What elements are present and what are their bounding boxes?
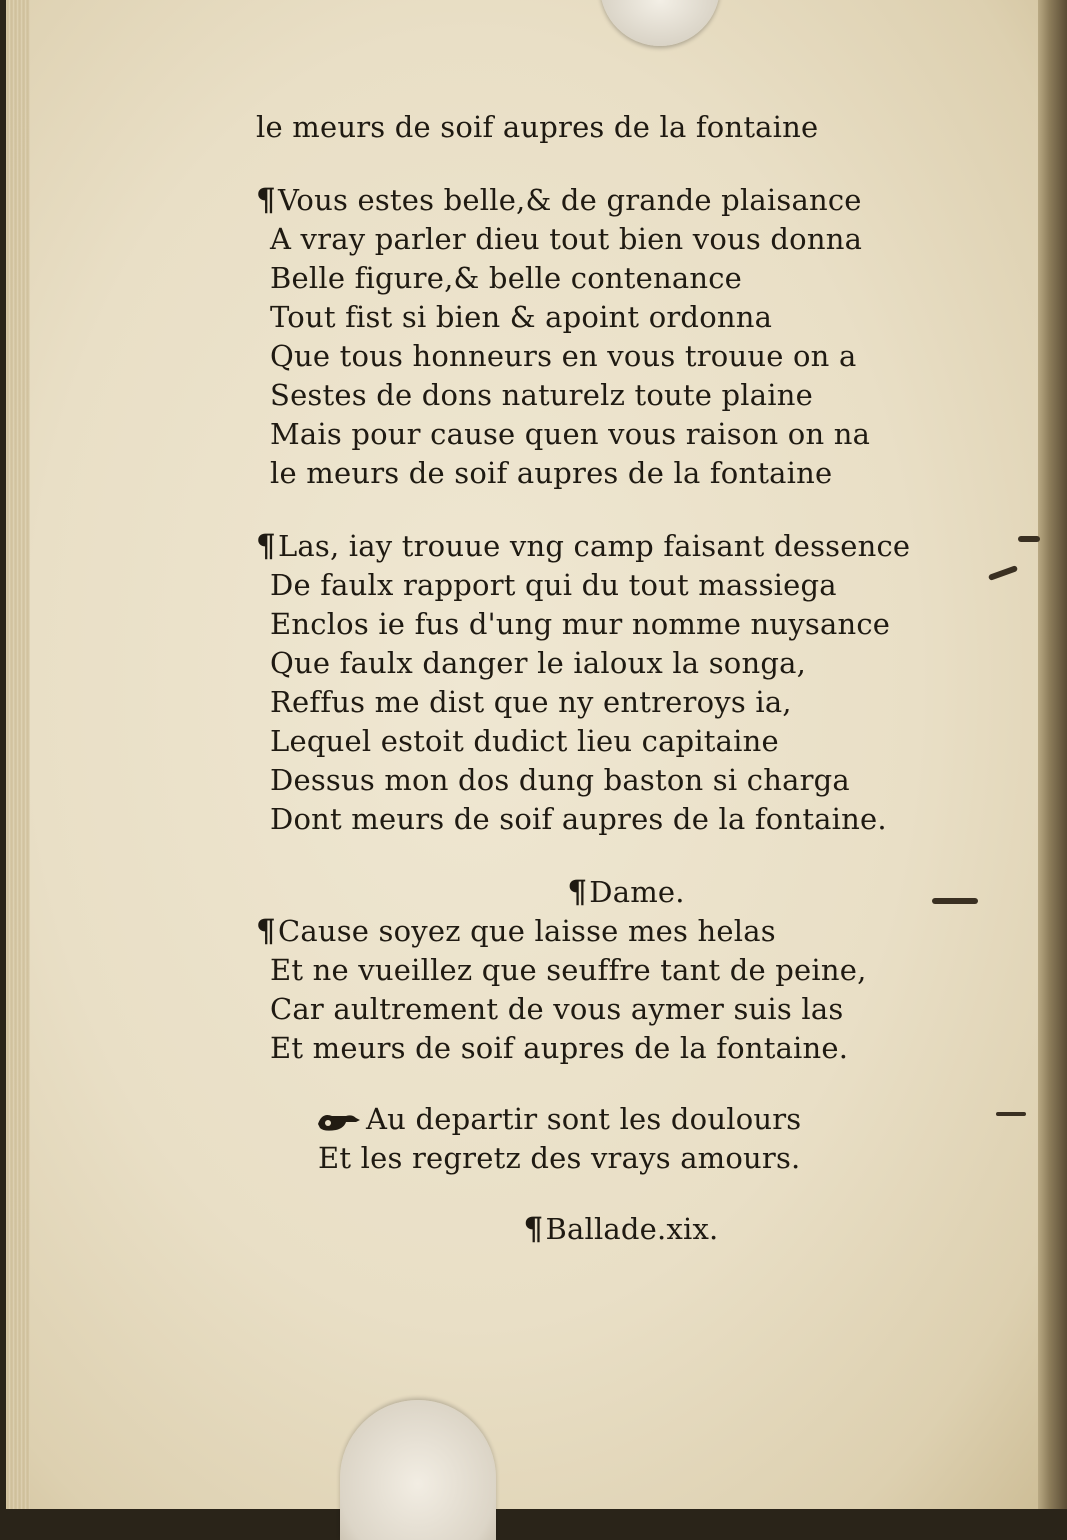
verse-line: Vous estes belle,& de grande plaisance <box>277 183 862 217</box>
stanza-1 <box>256 181 976 493</box>
verse-line: Et ne vueillez que seuffre tant de peine, <box>270 953 867 987</box>
verse-line: De faulx rapport qui du tout massiega <box>270 568 837 602</box>
verse-line: Car aultrement de vous aymer suis las <box>270 992 844 1026</box>
verse-line: Dessus mon dos dung baston si charga <box>270 763 850 797</box>
verse-line: Las, iay trouue vng camp faisant dessence <box>277 529 911 563</box>
closing-couplet <box>256 1100 976 1178</box>
pilcrow-icon: ¶ <box>256 528 276 564</box>
book-page <box>6 0 1047 1509</box>
next-heading-label: Ballade.xix. <box>545 1212 719 1246</box>
verse-line: Que tous honneurs en vous trouue on a <box>270 339 857 373</box>
verse-line: Enclos ie fus d'ung mur nomme nuysance <box>270 607 891 641</box>
ink-blot <box>1018 536 1040 542</box>
verse-line: Et les regretz des vrays amours. <box>318 1141 801 1175</box>
pointing-hand-icon <box>316 1106 362 1134</box>
verse-line: Que faulx danger le ialoux la songa, <box>270 646 806 680</box>
verse-line: Belle figure,& belle contenance <box>270 261 743 295</box>
verse-line: le meurs de soif aupres de la fontaine <box>270 456 833 490</box>
pilcrow-icon: ¶ <box>256 913 276 949</box>
stanza-2 <box>256 527 976 839</box>
next-heading <box>256 1210 976 1249</box>
pilcrow-icon: ¶ <box>256 182 276 218</box>
verse-line: Mais pour cause quen vous raison on na <box>270 417 871 451</box>
page-stack-edge <box>6 0 30 1509</box>
verse-line: Reffus me dist que ny entreroys ia, <box>270 685 792 719</box>
running-head: le meurs de soif aupres de la fontaine <box>256 110 819 144</box>
verse-line: Lequel estoit dudict lieu capitaine <box>270 724 779 758</box>
pilcrow-icon: ¶ <box>523 1211 544 1247</box>
ink-blot <box>996 1112 1026 1116</box>
verse-line: A vray parler dieu tout bien vous donna <box>270 222 863 256</box>
verse-line: Sestes de dons naturelz toute plaine <box>270 378 813 412</box>
envoi-heading <box>256 873 976 912</box>
envoi <box>256 912 976 1068</box>
pilcrow-icon: ¶ <box>567 874 588 910</box>
verse-line: Et meurs de soif aupres de la fontaine. <box>270 1031 849 1065</box>
verse-line: Au departir sont les doulours <box>366 1102 802 1136</box>
envoi-heading-label: Dame. <box>589 875 685 909</box>
verse-line: Cause soyez que laisse mes helas <box>277 914 776 948</box>
verse-line: Tout fist si bien & apoint ordonna <box>270 300 773 334</box>
ink-blot <box>932 898 978 904</box>
book-spine-edge <box>1038 0 1067 1509</box>
verse-line: Dont meurs de soif aupres de la fontaine. <box>270 802 887 836</box>
printed-text <box>256 108 976 1249</box>
